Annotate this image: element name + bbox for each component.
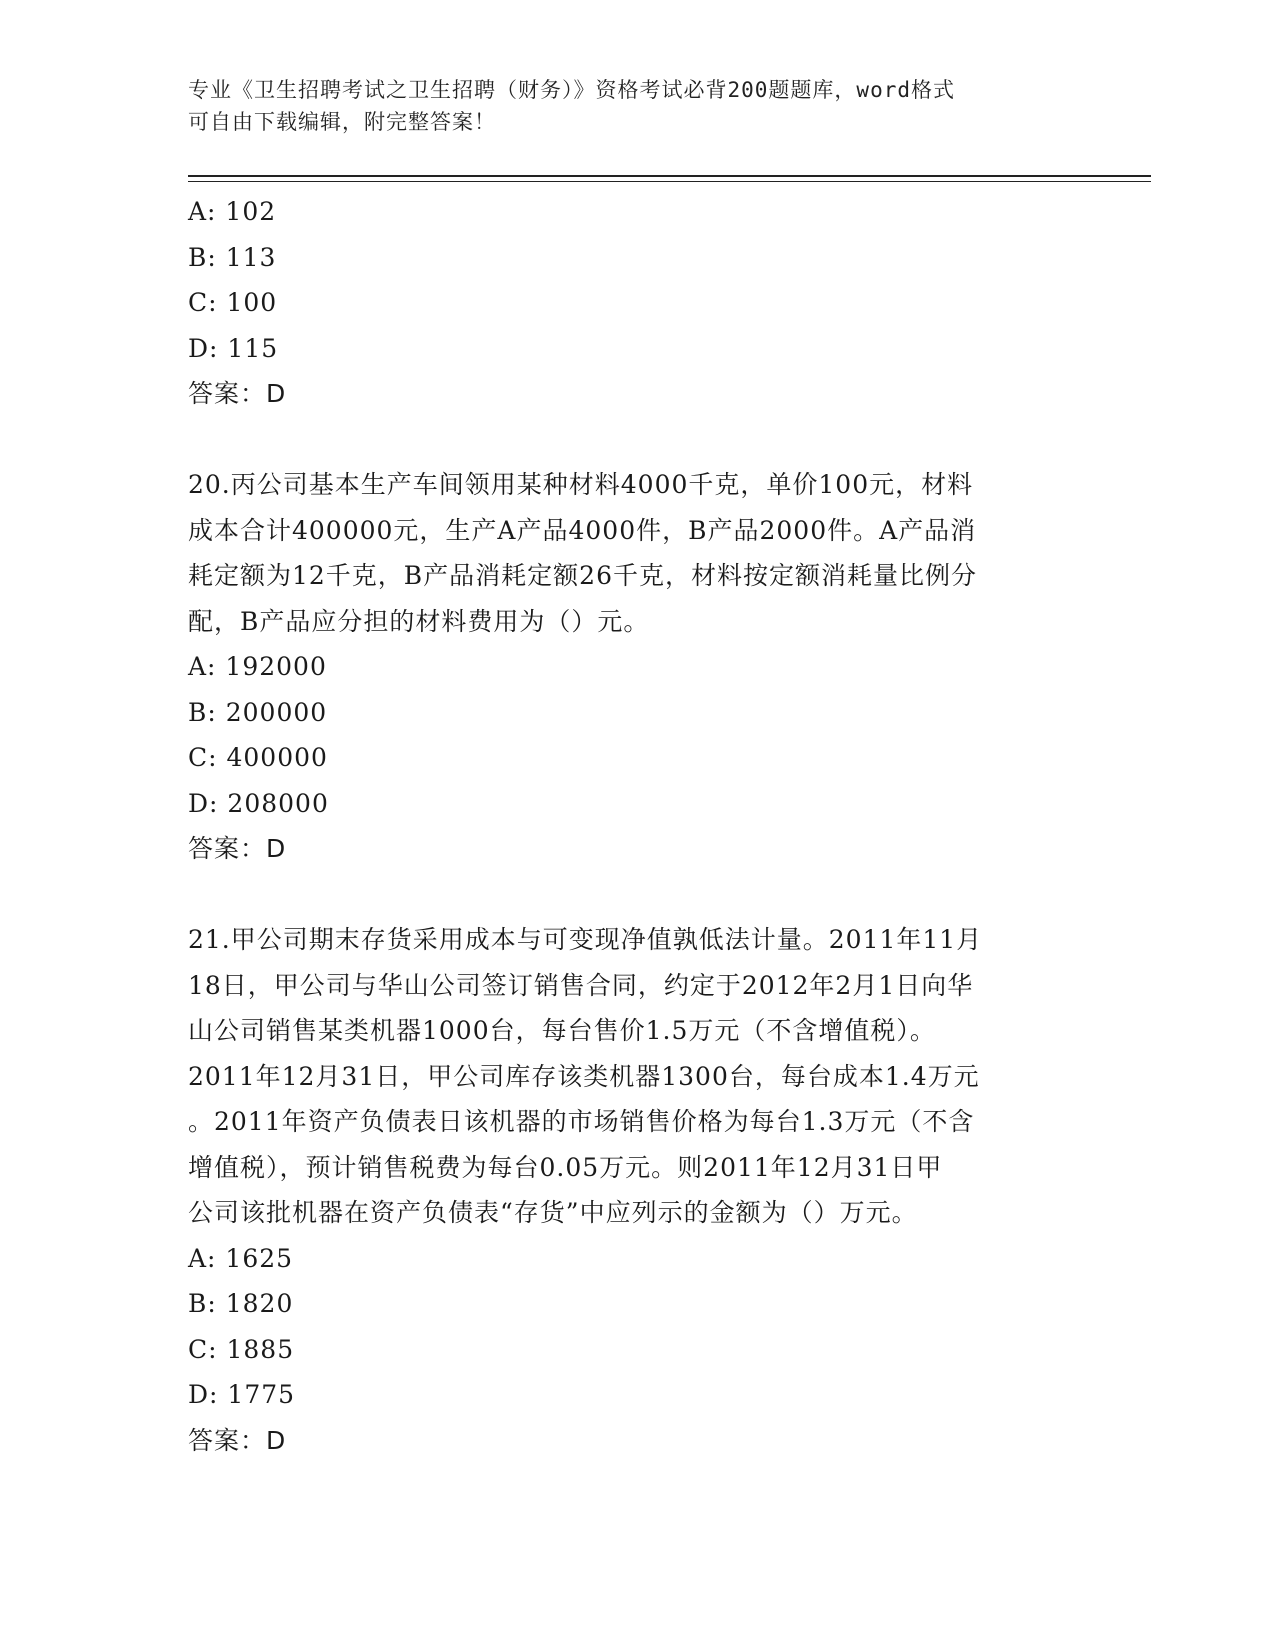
- option-c: C: 100: [188, 288, 278, 317]
- question-text-line: 配，B产品应分担的材料费用为（）元。: [188, 606, 650, 636]
- question-gap: [188, 417, 1078, 463]
- question-text-line: 2011年12月31日，甲公司库存该类机器1300台，每台成本1.4万元: [188, 1061, 980, 1091]
- question-text-line: 公司该批机器在资产负债表“存货”中应列示的金额为（）万元。: [188, 1198, 918, 1227]
- option-c: C: 400000: [188, 743, 328, 772]
- option-a: A: 1625: [188, 1243, 294, 1273]
- answer-line: 答案：D: [188, 1425, 287, 1455]
- option-a: A: 102: [188, 197, 277, 226]
- question-text-line: 21.甲公司期末存货采用成本与可变现净值孰低法计量。2011年11月: [188, 925, 983, 954]
- header-rule-thick: [188, 175, 1151, 177]
- header-line-2: 可自由下载编辑，附完整答案！: [188, 110, 496, 134]
- question-21: [188, 917, 1078, 1463]
- answer-line: 答案：D: [188, 834, 287, 863]
- option-d: D: 1775: [188, 1380, 296, 1409]
- question-text-line: 。2011年资产负债表日该机器的市场销售价格为每台1.3万元（不含: [188, 1107, 975, 1136]
- question-text-line: 耗定额为12千克，B产品消耗定额26千克，材料按定额消耗量比例分: [188, 561, 977, 590]
- question-20: [188, 462, 1078, 872]
- question-list: [188, 189, 1078, 1463]
- question-text-line: 18日，甲公司与华山公司签订销售合同，约定于2012年2月1日向华: [188, 970, 974, 1000]
- header-line-1: 专业《卫生招聘考试之卫生招聘（财务）》资格考试必背200题题库，word格式: [188, 78, 955, 102]
- document-header: [188, 74, 1068, 138]
- option-b: B: 200000: [188, 697, 328, 727]
- question-text-line: 20.丙公司基本生产车间领用某种材料4000千克，单价100元，材料: [188, 470, 974, 499]
- option-b: B: 113: [188, 242, 277, 272]
- question-text-line: 山公司销售某类机器1000台，每台售价1.5万元（不含增值税）。: [188, 1016, 936, 1045]
- option-d: D: 115: [188, 333, 279, 363]
- option-c: C: 1885: [188, 1334, 295, 1364]
- question-text-line: 成本合计400000元，生产A产品4000件，B产品2000件。A产品消: [188, 515, 977, 545]
- question-text-line: 增值税），预计销售税费为每台0.05万元。则2011年12月31日甲: [188, 1152, 943, 1182]
- question-gap: [188, 872, 1078, 918]
- option-a: A: 192000: [188, 652, 327, 681]
- header-rule-thin: [188, 181, 1151, 182]
- option-d: D: 208000: [188, 788, 329, 818]
- answer-line: 答案：D: [188, 379, 287, 408]
- question-19: [188, 189, 1078, 417]
- option-b: B: 1820: [188, 1289, 294, 1318]
